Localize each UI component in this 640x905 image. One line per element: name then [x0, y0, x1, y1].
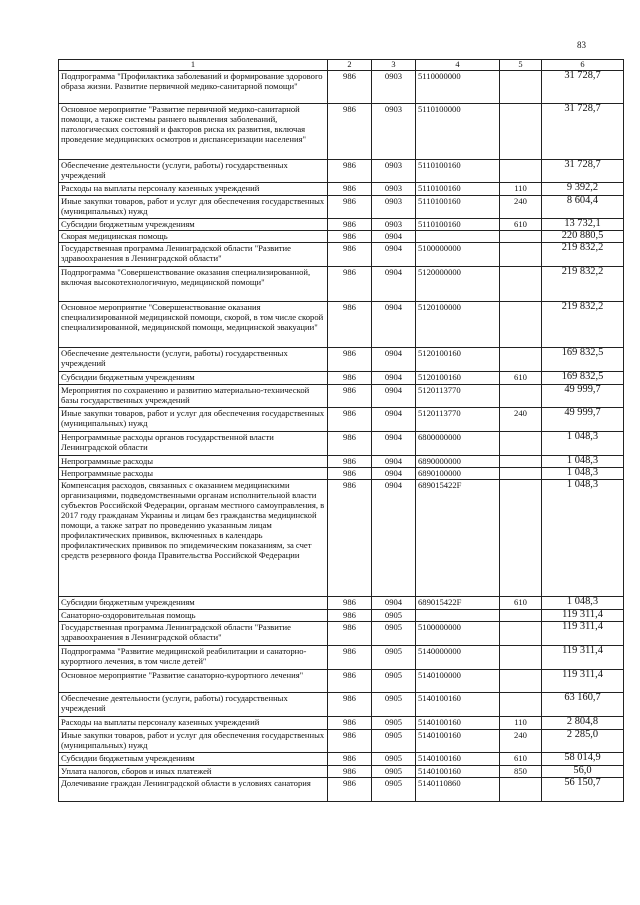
- cell-csr: 5140100160: [416, 753, 500, 766]
- cell-gr: 986: [328, 753, 372, 766]
- cell-vr: [500, 302, 542, 348]
- cell-csr: 5100000000: [416, 243, 500, 267]
- col-header-csr: 4: [416, 60, 500, 71]
- cell-rz: 0904: [372, 468, 416, 480]
- cell-name: Скорая медицинская помощь: [59, 231, 328, 243]
- cell-sum: 63 160,7: [542, 693, 624, 717]
- cell-name: Подпрограмма "Совершенствование оказания специализированной, включая высокотехнологичную, медицинской помощи": [59, 267, 328, 302]
- cell-gr: 986: [328, 610, 372, 622]
- cell-csr: 689015422F: [416, 597, 500, 610]
- table-row: [59, 778, 624, 802]
- cell-sum: 169 832,5: [542, 372, 624, 385]
- cell-vr: [500, 778, 542, 802]
- cell-sum: 219 832,2: [542, 302, 624, 348]
- cell-csr: 6890000000: [416, 456, 500, 468]
- cell-rz: 0905: [372, 622, 416, 646]
- col-header-name: 1: [59, 60, 328, 71]
- cell-name: Иные закупки товаров, работ и услуг для обеспечения государственных (муниципальных) нужд: [59, 408, 328, 432]
- cell-name: Санаторно-оздоровительная помощь: [59, 610, 328, 622]
- cell-rz: 0904: [372, 372, 416, 385]
- cell-sum: 49 999,7: [542, 408, 624, 432]
- cell-rz: 0905: [372, 646, 416, 670]
- cell-csr: 6890100000: [416, 468, 500, 480]
- cell-sum: 56 150,7: [542, 778, 624, 802]
- cell-gr: 986: [328, 646, 372, 670]
- cell-vr: 850: [500, 766, 542, 778]
- table-row: [59, 753, 624, 766]
- cell-name: Обеспечение деятельности (услуги, работы) государственных учреждений: [59, 348, 328, 372]
- cell-rz: 0904: [372, 408, 416, 432]
- cell-gr: 986: [328, 160, 372, 183]
- cell-vr: [500, 71, 542, 104]
- table-row: [59, 693, 624, 717]
- cell-name: Компенсация расходов, связанных с оказанием медицинскими организациями, подведомственными органам исполнительной власти субъектов Российской Федерации, органам местного самоуправления, в 2017 году гражданам Украины и лицам без гражданства медицинской помощи, а также затрат по проведению указанным лицам профилактических прививок, включенных в календарь профилактических прививок по эпидемическим показаниям, за счет средств резервного фонда Правительства Российской Федерации: [59, 480, 328, 597]
- cell-csr: 5140000000: [416, 646, 500, 670]
- cell-name: Подпрограмма "Профилактика заболеваний и формирование здорового образа жизни. Развитие первичной медико-санитарной помощи": [59, 71, 328, 104]
- cell-rz: 0904: [372, 348, 416, 372]
- cell-sum: 31 728,7: [542, 71, 624, 104]
- cell-vr: 610: [500, 597, 542, 610]
- cell-rz: 0904: [372, 456, 416, 468]
- cell-vr: [500, 622, 542, 646]
- cell-sum: 1 048,3: [542, 468, 624, 480]
- cell-name: Основное мероприятие "Развитие первичной медико-санитарной помощи, а также системы раннего выявления заболеваний, патологических состояний и факторов риска их развития, включая проведение медицинских осмотров и диспансеризации населения": [59, 104, 328, 160]
- cell-gr: 986: [328, 693, 372, 717]
- table-row: [59, 717, 624, 730]
- cell-vr: 110: [500, 183, 542, 196]
- cell-sum: 1 048,3: [542, 456, 624, 468]
- cell-gr: 986: [328, 348, 372, 372]
- cell-gr: 986: [328, 717, 372, 730]
- cell-name: Основное мероприятие "Совершенствование оказания специализированной медицинской помощи, скорой, в том числе скорой специализированной, медицинской помощи, медицинской эвакуации": [59, 302, 328, 348]
- cell-sum: 1 048,3: [542, 597, 624, 610]
- cell-name: Иные закупки товаров, работ и услуг для обеспечения государственных (муниципальных) нужд: [59, 196, 328, 219]
- cell-rz: 0905: [372, 778, 416, 802]
- cell-rz: 0905: [372, 693, 416, 717]
- cell-csr: 5140100160: [416, 693, 500, 717]
- cell-sum: 219 832,2: [542, 243, 624, 267]
- cell-sum: 1 048,3: [542, 432, 624, 456]
- cell-gr: 986: [328, 183, 372, 196]
- cell-vr: 610: [500, 219, 542, 231]
- cell-rz: 0903: [372, 196, 416, 219]
- cell-csr: 5110100160: [416, 160, 500, 183]
- cell-vr: [500, 432, 542, 456]
- cell-csr: 5110100160: [416, 219, 500, 231]
- cell-sum: 220 880,5: [542, 231, 624, 243]
- cell-csr: 5120100000: [416, 302, 500, 348]
- cell-csr: 5140100160: [416, 766, 500, 778]
- cell-name: Подпрограмма "Развитие медицинской реабилитации и санаторно-курортного лечения, в том числе детей": [59, 646, 328, 670]
- cell-vr: 240: [500, 730, 542, 753]
- cell-name: Обеспечение деятельности (услуги, работы) государственных учреждений: [59, 160, 328, 183]
- cell-rz: 0903: [372, 219, 416, 231]
- cell-rz: 0904: [372, 597, 416, 610]
- table-row: [59, 730, 624, 753]
- cell-vr: [500, 348, 542, 372]
- table-row: [59, 456, 624, 468]
- cell-csr: 6800000000: [416, 432, 500, 456]
- table-row: [59, 480, 624, 597]
- cell-name: Субсидии бюджетным учреждениям: [59, 219, 328, 231]
- cell-sum: 9 392,2: [542, 183, 624, 196]
- table-row: [59, 71, 624, 104]
- col-header-sum: 6: [542, 60, 624, 71]
- cell-gr: 986: [328, 104, 372, 160]
- cell-name: Непрограммные расходы органов государственной власти Ленинградской области: [59, 432, 328, 456]
- cell-sum: 31 728,7: [542, 104, 624, 160]
- cell-gr: 986: [328, 408, 372, 432]
- cell-name: Субсидии бюджетным учреждениям: [59, 372, 328, 385]
- table-row: [59, 104, 624, 160]
- cell-vr: [500, 646, 542, 670]
- cell-sum: 31 728,7: [542, 160, 624, 183]
- col-header-gr: 2: [328, 60, 372, 71]
- cell-gr: 986: [328, 456, 372, 468]
- cell-gr: 986: [328, 372, 372, 385]
- cell-name: Государственная программа Ленинградской области "Развитие здравоохранения в Ленинградской области": [59, 243, 328, 267]
- table-row: [59, 468, 624, 480]
- table-row: [59, 432, 624, 456]
- cell-gr: 986: [328, 219, 372, 231]
- page-number: 83: [577, 40, 586, 50]
- cell-csr: 5110000000: [416, 71, 500, 104]
- table-row: [59, 302, 624, 348]
- cell-name: Мероприятия по сохранению и развитию материально-технической базы государственных учреждений: [59, 385, 328, 408]
- table-row: [59, 183, 624, 196]
- cell-name: Расходы на выплаты персоналу казенных учреждений: [59, 717, 328, 730]
- cell-name: Субсидии бюджетным учреждениям: [59, 597, 328, 610]
- cell-gr: 986: [328, 766, 372, 778]
- cell-name: Субсидии бюджетным учреждениям: [59, 753, 328, 766]
- cell-rz: 0903: [372, 183, 416, 196]
- cell-sum: 56,0: [542, 766, 624, 778]
- cell-gr: 986: [328, 267, 372, 302]
- cell-csr: 5110100000: [416, 104, 500, 160]
- cell-csr: 5140100160: [416, 730, 500, 753]
- cell-vr: [500, 468, 542, 480]
- col-header-vr: 5: [500, 60, 542, 71]
- col-header-rz: 3: [372, 60, 416, 71]
- cell-sum: 1 048,3: [542, 480, 624, 597]
- table-row: [59, 597, 624, 610]
- cell-rz: 0903: [372, 104, 416, 160]
- cell-csr: 5120113770: [416, 408, 500, 432]
- cell-name: Долечивание граждан Ленинградской области в условиях санатория: [59, 778, 328, 802]
- cell-csr: 5120113770: [416, 385, 500, 408]
- cell-csr: 5120000000: [416, 267, 500, 302]
- cell-csr: 5100000000: [416, 622, 500, 646]
- cell-csr: [416, 610, 500, 622]
- cell-gr: 986: [328, 778, 372, 802]
- table-row: [59, 372, 624, 385]
- cell-vr: 240: [500, 408, 542, 432]
- table-row: [59, 243, 624, 267]
- table-row: [59, 385, 624, 408]
- cell-gr: 986: [328, 597, 372, 610]
- cell-name: Непрограммные расходы: [59, 468, 328, 480]
- cell-csr: [416, 231, 500, 243]
- cell-gr: 986: [328, 468, 372, 480]
- cell-gr: 986: [328, 231, 372, 243]
- cell-gr: 986: [328, 196, 372, 219]
- table-row: [59, 622, 624, 646]
- cell-sum: 2 285,0: [542, 730, 624, 753]
- cell-rz: 0903: [372, 71, 416, 104]
- cell-gr: 986: [328, 243, 372, 267]
- cell-sum: 219 832,2: [542, 267, 624, 302]
- cell-vr: [500, 243, 542, 267]
- cell-vr: [500, 267, 542, 302]
- cell-sum: 8 604,4: [542, 196, 624, 219]
- cell-name: Уплата налогов, сборов и иных платежей: [59, 766, 328, 778]
- cell-vr: 110: [500, 717, 542, 730]
- cell-rz: 0904: [372, 480, 416, 597]
- cell-rz: 0905: [372, 730, 416, 753]
- cell-vr: 610: [500, 753, 542, 766]
- cell-sum: 13 732,1: [542, 219, 624, 231]
- cell-sum: 169 832,5: [542, 348, 624, 372]
- cell-rz: 0905: [372, 766, 416, 778]
- cell-vr: [500, 456, 542, 468]
- cell-gr: 986: [328, 302, 372, 348]
- cell-vr: [500, 104, 542, 160]
- cell-csr: 5140100000: [416, 670, 500, 693]
- cell-gr: 986: [328, 730, 372, 753]
- table-row: [59, 219, 624, 231]
- cell-name: Расходы на выплаты персоналу казенных учреждений: [59, 183, 328, 196]
- cell-csr: 689015422F: [416, 480, 500, 597]
- cell-name: Государственная программа Ленинградской области "Развитие здравоохранения в Ленинградской области": [59, 622, 328, 646]
- cell-rz: 0904: [372, 243, 416, 267]
- cell-rz: 0905: [372, 610, 416, 622]
- cell-vr: [500, 693, 542, 717]
- cell-name: Основное мероприятие "Развитие санаторно-курортного лечения": [59, 670, 328, 693]
- cell-rz: 0904: [372, 302, 416, 348]
- cell-sum: 119 311,4: [542, 622, 624, 646]
- cell-vr: [500, 610, 542, 622]
- cell-csr: 5110100160: [416, 183, 500, 196]
- cell-name: Иные закупки товаров, работ и услуг для обеспечения государственных (муниципальных) нужд: [59, 730, 328, 753]
- cell-gr: 986: [328, 71, 372, 104]
- cell-gr: 986: [328, 385, 372, 408]
- table-row: [59, 408, 624, 432]
- table-row: [59, 231, 624, 243]
- cell-vr: [500, 231, 542, 243]
- budget-table: [58, 59, 624, 802]
- cell-csr: 5110100160: [416, 196, 500, 219]
- cell-rz: 0905: [372, 753, 416, 766]
- cell-rz: 0905: [372, 717, 416, 730]
- cell-csr: 5120100160: [416, 348, 500, 372]
- cell-csr: 5120100160: [416, 372, 500, 385]
- table-header-row: [59, 60, 624, 71]
- cell-name: Непрограммные расходы: [59, 456, 328, 468]
- cell-vr: 610: [500, 372, 542, 385]
- cell-gr: 986: [328, 670, 372, 693]
- cell-sum: 119 311,4: [542, 670, 624, 693]
- cell-vr: [500, 670, 542, 693]
- cell-rz: 0903: [372, 160, 416, 183]
- cell-rz: 0905: [372, 670, 416, 693]
- cell-vr: [500, 385, 542, 408]
- cell-sum: 119 311,4: [542, 610, 624, 622]
- cell-sum: 58 014,9: [542, 753, 624, 766]
- table-row: [59, 670, 624, 693]
- cell-vr: [500, 160, 542, 183]
- table-row: [59, 160, 624, 183]
- table-body: [59, 71, 624, 802]
- cell-sum: 49 999,7: [542, 385, 624, 408]
- table-row: [59, 267, 624, 302]
- cell-rz: 0904: [372, 231, 416, 243]
- cell-gr: 986: [328, 432, 372, 456]
- cell-vr: [500, 480, 542, 597]
- cell-vr: 240: [500, 196, 542, 219]
- table-row: [59, 196, 624, 219]
- cell-csr: 5140100160: [416, 717, 500, 730]
- cell-rz: 0904: [372, 432, 416, 456]
- table-row: [59, 646, 624, 670]
- cell-gr: 986: [328, 622, 372, 646]
- cell-rz: 0904: [372, 385, 416, 408]
- cell-sum: 119 311,4: [542, 646, 624, 670]
- cell-rz: 0904: [372, 267, 416, 302]
- cell-gr: 986: [328, 480, 372, 597]
- cell-sum: 2 804,8: [542, 717, 624, 730]
- table-row: [59, 610, 624, 622]
- table-row: [59, 348, 624, 372]
- cell-csr: 5140110860: [416, 778, 500, 802]
- table-row: [59, 766, 624, 778]
- cell-name: Обеспечение деятельности (услуги, работы) государственных учреждений: [59, 693, 328, 717]
